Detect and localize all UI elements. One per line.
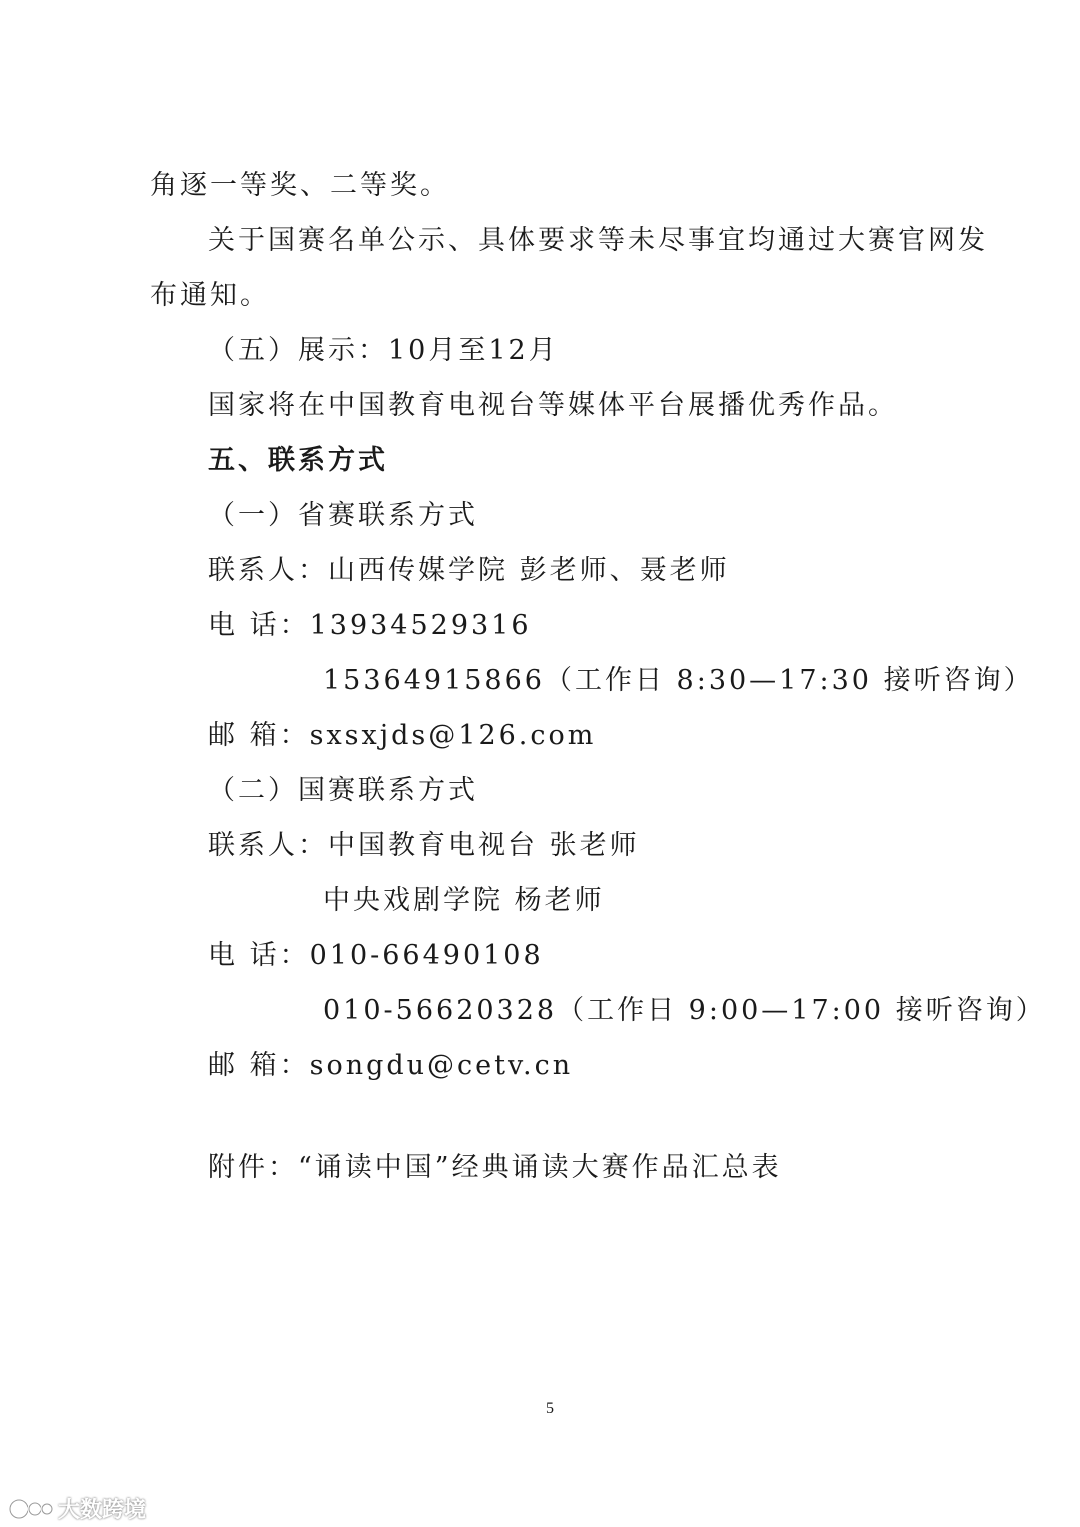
provincial-email: 邮 箱：sxsxjds@126.com [208,720,597,751]
national-email: 邮 箱：songdu@cetv.cn [208,1050,574,1081]
provincial-phone-secondary: 15364915866（工作日 8:30—17:30 接听咨询） [323,665,1034,696]
national-contact-person-secondary: 中央戏剧学院 杨老师 [323,885,605,916]
watermark [8,1493,146,1524]
provincial-contact-person: 联系人：山西传媒学院 彭老师、聂老师 [208,555,730,586]
provincial-phone: 电 话：13934529316 [208,610,532,641]
paragraph-line: 国家将在中国教育电视台等媒体平台展播优秀作品。 [208,390,898,421]
page-number: 5 [546,1400,554,1417]
attachment-note: 附件：“诵读中国”经典诵读大赛作品汇总表 [208,1152,782,1183]
national-phone-secondary: 010-56620328（工作日 9:00—17:00 接听咨询） [323,995,1046,1026]
national-contact-person: 联系人：中国教育电视台 张老师 [208,830,640,861]
subsection-heading-national: （二）国赛联系方式 [208,775,478,806]
watermark-text: 大数跨境 [58,1498,147,1523]
national-phone: 电 话：010-66490108 [208,940,544,971]
section-heading-contact: 五、联系方式 [208,445,388,476]
paragraph-line: 关于国赛名单公示、具体要求等未尽事宜均通过大赛官网发 [208,225,988,256]
brand-logo-icon [8,1497,54,1521]
paragraph-line: 角逐一等奖、二等奖。 [150,170,450,201]
subsection-heading-display: （五）展示：10月至12月 [208,335,559,366]
subsection-heading-provincial: （一）省赛联系方式 [208,500,478,531]
paragraph-line: 布通知。 [150,280,270,311]
